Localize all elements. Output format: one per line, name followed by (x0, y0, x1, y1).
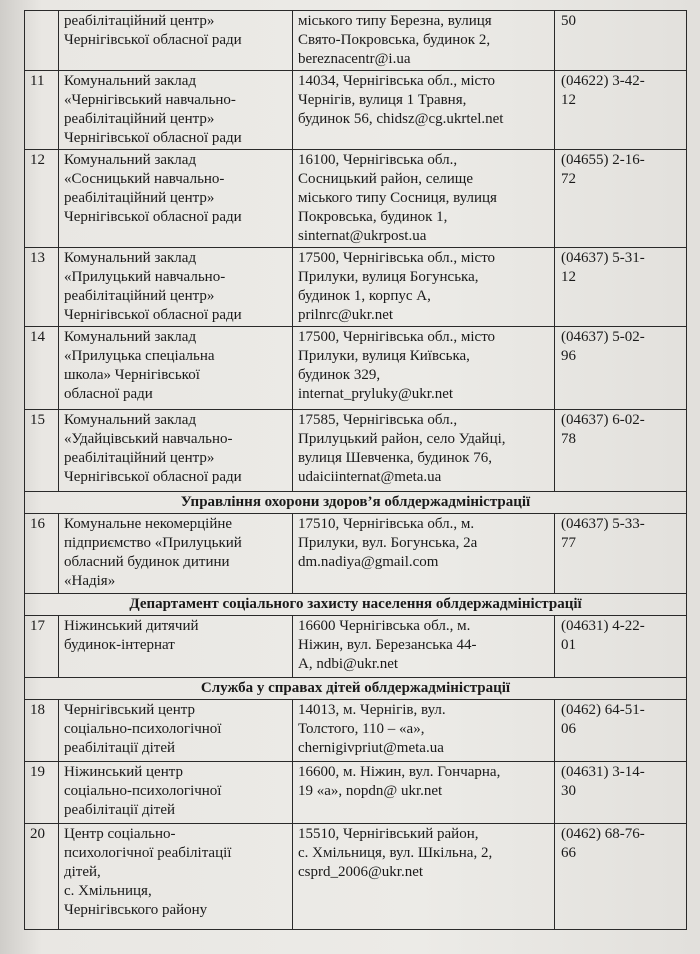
row-number: 13 (25, 248, 59, 327)
section-title: Управління охорони здоров’я облдержадміністрації (25, 492, 687, 514)
institution-name-line: психологічної реабілітації (64, 845, 232, 861)
phone-line: (04631) 4-22- (561, 618, 645, 634)
institution-name-line: реабілітаційний центр» (64, 450, 215, 466)
institution-name-line: Комунальний заклад (64, 250, 197, 266)
section-title: Департамент соціального захисту населення облдержадміністрації (25, 594, 687, 616)
section-title: Служба у справах дітей облдержадміністрації (25, 678, 687, 700)
institution-name-line: реабілітаційний центр» (64, 288, 215, 304)
phone-line: (04655) 2-16- (561, 152, 645, 168)
phone-line: 01 (561, 637, 576, 653)
institution-name-cell (59, 700, 293, 762)
table-row (25, 71, 687, 150)
institution-name-cell (59, 11, 293, 71)
institution-name-line: «Удайцівський навчально- (64, 431, 233, 447)
row-number: 20 (25, 824, 59, 930)
institution-name-line: Чернігівського району (64, 902, 208, 918)
institution-name-line: Комунальне некомерційне (64, 516, 233, 532)
institution-name-line: реабілітаційний центр» (64, 13, 215, 29)
table-row (25, 616, 687, 678)
row-number (25, 11, 59, 71)
address-line: с. Хмільниця, вул. Шкільна, 2, (298, 845, 493, 861)
row-number: 14 (25, 327, 59, 410)
address-line: chernigivpriut@meta.ua (298, 740, 444, 756)
address-line: 14034, Чернігівська обл., місто (298, 73, 496, 89)
institution-name-line: «Прилуцький навчально- (64, 269, 226, 285)
phone-cell (555, 327, 687, 410)
institution-name-line: реабілітаційний центр» (64, 190, 215, 206)
phone-line: 12 (561, 269, 576, 285)
address-line: Свято-Покровська, будинок 2, (298, 32, 491, 48)
row-number: 11 (25, 71, 59, 150)
institution-name-line: соціально-психологічної (64, 721, 222, 737)
table-row (25, 327, 687, 410)
address-cell (293, 762, 555, 824)
phone-cell (555, 11, 687, 71)
institution-name-line: школа» Чернігівської (64, 367, 200, 383)
phone-line: (04637) 5-31- (561, 250, 645, 266)
institution-name-line: «Чернігівський навчально- (64, 92, 236, 108)
address-line: udaiciinternat@meta.ua (298, 469, 442, 485)
phone-line: 06 (561, 721, 576, 737)
phone-cell (555, 150, 687, 248)
phone-line: 96 (561, 348, 576, 364)
institution-name-line: обласний будинок дитини (64, 554, 230, 570)
institution-name-line: реабілітації дітей (64, 802, 175, 818)
address-line: вулиця Шевченка, будинок 76, (298, 450, 492, 466)
institution-name-line: Ніжинський дитячий (64, 618, 199, 634)
address-line: sinternat@ukrpost.ua (298, 228, 427, 244)
institution-name-line: Комунальний заклад (64, 412, 197, 428)
institution-name-cell (59, 150, 293, 248)
institution-name-line: соціально-психологічної (64, 783, 222, 799)
institution-name-line: Чернігівської обласної ради (64, 307, 242, 323)
address-line: 15510, Чернігівський район, (298, 826, 479, 842)
table-row (25, 248, 687, 327)
address-cell (293, 327, 555, 410)
table-row (25, 410, 687, 492)
institution-name-line: Комунальний заклад (64, 73, 197, 89)
institution-name-line: підприємство «Прилуцький (64, 535, 242, 551)
institution-name-cell (59, 514, 293, 594)
address-line: Толстого, 110 – «а», (298, 721, 425, 737)
institution-name-line: «Надія» (64, 573, 116, 589)
address-line: Ніжин, вул. Березанська 44- (298, 637, 477, 653)
address-line: bereznacentr@i.ua (298, 51, 411, 67)
address-line: Чернігів, вулиця 1 Травня, (298, 92, 467, 108)
phone-cell (555, 248, 687, 327)
institution-name-line: обласної ради (64, 386, 153, 402)
institution-name-cell (59, 410, 293, 492)
address-line: 14013, м. Чернігів, вул. (298, 702, 446, 718)
address-line: 17500, Чернігівська обл., місто (298, 329, 496, 345)
phone-line: (04622) 3-42- (561, 73, 645, 89)
institution-name-line: Чернігівський центр (64, 702, 195, 718)
table-row (25, 700, 687, 762)
institution-name-line: реабілітаційний центр» (64, 111, 215, 127)
address-line: 16100, Чернігівська обл., (298, 152, 458, 168)
table-row (25, 514, 687, 594)
address-line: 17500, Чернігівська обл., місто (298, 250, 496, 266)
phone-line: (04631) 3-14- (561, 764, 645, 780)
address-line: Покровська, будинок 1, (298, 209, 448, 225)
table-row (25, 762, 687, 824)
address-line: Прилуки, вулиця Київська, (298, 348, 470, 364)
address-cell (293, 248, 555, 327)
address-line: Прилуцький район, село Удайці, (298, 431, 506, 447)
address-cell (293, 824, 555, 930)
institution-name-line: будинок-інтернат (64, 637, 175, 653)
row-number: 12 (25, 150, 59, 248)
address-line: 16600 Чернігівська обл., м. (298, 618, 471, 634)
institution-name-line: реабілітації дітей (64, 740, 175, 756)
section-header-row (25, 492, 687, 514)
institution-name-cell (59, 248, 293, 327)
address-line: будинок 329, (298, 367, 381, 383)
address-cell (293, 514, 555, 594)
address-line: internat_pryluky@ukr.net (298, 386, 454, 402)
phone-line: 30 (561, 783, 576, 799)
address-line: будинок 1, корпус А, (298, 288, 431, 304)
phone-cell (555, 616, 687, 678)
institution-name-line: с. Хмільниця, (64, 883, 152, 899)
address-cell (293, 150, 555, 248)
address-line: prilnrc@ukr.net (298, 307, 394, 323)
address-line: 17585, Чернігівська обл., (298, 412, 458, 428)
phone-cell (555, 71, 687, 150)
institution-name-line: Чернігівської обласної ради (64, 209, 242, 225)
table-row (25, 11, 687, 71)
address-line: міського типу Сосниця, вулиця (298, 190, 497, 206)
address-line: csprd_2006@ukr.net (298, 864, 424, 880)
institution-name-line: Центр соціально- (64, 826, 176, 842)
institution-name-cell (59, 616, 293, 678)
phone-cell (555, 514, 687, 594)
institution-name-line: Чернігівської обласної ради (64, 130, 242, 146)
phone-line: (0462) 68-76- (561, 826, 645, 842)
address-line: будинок 56, chidsz@cg.ukrtel.net (298, 111, 504, 127)
row-number: 17 (25, 616, 59, 678)
address-line: 19 «а», nopdn@ ukr.net (298, 783, 443, 799)
phone-cell (555, 762, 687, 824)
institution-name-cell (59, 71, 293, 150)
phone-line: (04637) 6-02- (561, 412, 645, 428)
row-number: 15 (25, 410, 59, 492)
address-line: Сосницький район, селище (298, 171, 473, 187)
phone-cell (555, 410, 687, 492)
institutions-table (24, 10, 687, 930)
address-cell (293, 700, 555, 762)
phone-line: (04637) 5-33- (561, 516, 645, 532)
phone-line: 78 (561, 431, 576, 447)
institution-name-line: Ніжинський центр (64, 764, 183, 780)
institution-name-cell (59, 327, 293, 410)
section-header-row (25, 594, 687, 616)
institution-name-line: Чернігівської обласної ради (64, 469, 242, 485)
table-body (25, 11, 687, 930)
institution-name-cell (59, 762, 293, 824)
address-line: Прилуки, вулиця Богунська, (298, 269, 479, 285)
section-header-row (25, 678, 687, 700)
table-row (25, 824, 687, 930)
row-number: 19 (25, 762, 59, 824)
address-cell (293, 616, 555, 678)
institution-name-line: «Сосницький навчально- (64, 171, 225, 187)
institution-name-line: Комунальний заклад (64, 152, 197, 168)
institution-name-line: Комунальний заклад (64, 329, 197, 345)
address-cell (293, 410, 555, 492)
address-line: 16600, м. Ніжин, вул. Гончарна, (298, 764, 501, 780)
row-number: 18 (25, 700, 59, 762)
row-number: 16 (25, 514, 59, 594)
address-line: dm.nadiya@gmail.com (298, 554, 439, 570)
phone-line: 66 (561, 845, 576, 861)
phone-line: 50 (561, 13, 576, 29)
phone-cell (555, 824, 687, 930)
phone-line: (04637) 5-02- (561, 329, 645, 345)
phone-line: 77 (561, 535, 576, 551)
institution-name-cell (59, 824, 293, 930)
phone-cell (555, 700, 687, 762)
institution-name-line: Чернігівської обласної ради (64, 32, 242, 48)
address-line: А, ndbi@ukr.net (298, 656, 399, 672)
institution-name-line: дітей, (64, 864, 101, 880)
phone-line: (0462) 64-51- (561, 702, 645, 718)
address-line: міського типу Березна, вулиця (298, 13, 492, 29)
institution-name-line: «Прилуцька спеціальна (64, 348, 215, 364)
table-row (25, 150, 687, 248)
address-line: Прилуки, вул. Богунська, 2а (298, 535, 478, 551)
phone-line: 72 (561, 171, 576, 187)
address-cell (293, 71, 555, 150)
address-cell (293, 11, 555, 71)
address-line: 17510, Чернігівська обл., м. (298, 516, 475, 532)
phone-line: 12 (561, 92, 576, 108)
